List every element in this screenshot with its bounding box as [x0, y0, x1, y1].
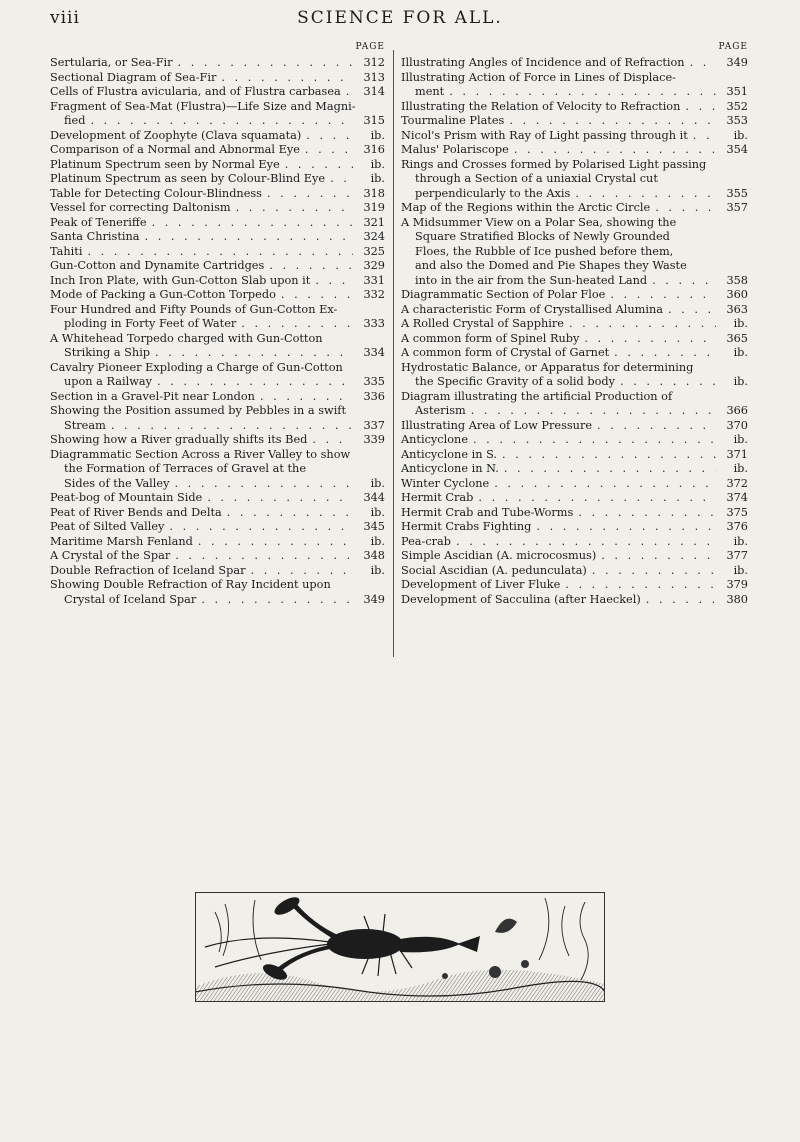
entry-page-number: 335 — [353, 375, 385, 390]
entry-page-number: ib. — [353, 477, 385, 492]
running-title: SCIENCE FOR ALL. — [297, 8, 503, 28]
toc-entry — [401, 448, 748, 463]
entry-page-number: 339 — [353, 433, 385, 448]
entry-page-number: ib. — [716, 433, 748, 448]
entry-page-number: 348 — [353, 549, 385, 564]
entry-title-line: ploding in Forty Feet of Water — [64, 317, 237, 330]
column-divider — [393, 50, 394, 657]
toc-entry — [401, 419, 748, 434]
entry-page-number: 345 — [353, 520, 385, 535]
toc-entry — [50, 274, 385, 289]
entry-page-number: 314 — [353, 85, 385, 100]
page-column-label: PAGE — [355, 42, 385, 52]
entry-page-number: 380 — [716, 593, 748, 608]
toc-entry — [401, 288, 748, 303]
entry-title-line: Stream — [64, 418, 106, 432]
entry-page-number: 371 — [716, 448, 748, 463]
entry-title-line: Malus' Polariscope — [401, 143, 509, 156]
entry-page-number: 354 — [716, 143, 748, 158]
entry-title-line: A common form of Spinel Ruby — [401, 331, 580, 345]
entry-page-number: 372 — [716, 477, 748, 492]
entry-title-line: A common form of Crystal of Garnet — [401, 346, 610, 359]
toc-entry — [50, 158, 385, 173]
toc-entry — [50, 100, 385, 129]
page-number: viii — [50, 8, 80, 28]
entry-page-number: 375 — [716, 506, 748, 521]
entry-title-line: Development of Sacculina (after Haeckel) — [401, 592, 641, 606]
entry-page-number: ib. — [716, 346, 748, 361]
entry-title-line: Hydrostatic Balance, or Apparatus for determining — [401, 360, 694, 374]
entry-page-number: 355 — [716, 187, 748, 202]
entry-page-number: 313 — [353, 71, 385, 86]
toc-entry — [50, 520, 385, 535]
page-column-label: PAGE — [718, 42, 748, 52]
toc-entry — [401, 491, 748, 506]
entry-page-number: ib. — [353, 506, 385, 521]
toc-entry — [401, 332, 748, 347]
entry-title-line: Platinum Spectrum seen by Normal Eye — [50, 157, 280, 171]
entry-title-line: Fragment of Sea-Mat (Flustra)—Life Size and Magni- — [50, 99, 356, 113]
entry-page-number: ib. — [353, 172, 385, 187]
entry-page-number: 360 — [716, 288, 748, 303]
left-column — [50, 42, 385, 607]
toc-entry — [50, 143, 385, 158]
entry-title-line: Peak of Teneriffe — [50, 215, 147, 229]
entry-title-line: fied — [64, 114, 86, 127]
entry-page-number: 316 — [353, 143, 385, 158]
entry-title-line: into in the air from the Sun-heated Land — [415, 273, 648, 287]
entry-page-number: 357 — [716, 201, 748, 216]
entry-title-line: Anticyclone — [401, 433, 468, 446]
entry-title-line: Development of Liver Fluke — [401, 578, 561, 591]
entry-title-line: Sides of the Valley — [64, 476, 170, 490]
entry-title-line: Diagrammatic Section of Polar Floe — [401, 288, 606, 301]
entry-title-line: Anticyclone in N. — [401, 462, 499, 475]
entry-page-number: ib. — [353, 535, 385, 550]
toc-entry — [50, 245, 385, 260]
entry-page-number: 363 — [716, 303, 748, 318]
entry-title-line: Asterism — [415, 404, 466, 417]
page-header — [50, 8, 750, 38]
entry-page-number: 332 — [353, 288, 385, 303]
entry-title-line: Diagram illustrating the artificial Production of — [401, 389, 673, 403]
toc-entry — [401, 520, 748, 535]
toc-entry — [50, 506, 385, 521]
toc-entry — [50, 404, 385, 433]
entry-title-line: the Specific Gravity of a solid body — [415, 375, 616, 388]
entry-title-line: Winter Cyclone — [401, 476, 490, 490]
toc-entry — [401, 201, 748, 216]
toc-entry — [401, 71, 748, 100]
toc-entry — [50, 448, 385, 492]
entry-title-line: Hermit Crab and Tube-Worms — [401, 505, 574, 519]
toc-entry — [50, 433, 385, 448]
toc-entry — [50, 172, 385, 187]
entry-page-number: 325 — [353, 245, 385, 260]
entry-title-line: and also the Domed and Pie Shapes they Waste — [415, 259, 687, 272]
entry-title-line: Social Ascidian (A. pedunculata) — [401, 563, 587, 577]
toc-entry — [401, 56, 748, 71]
toc-entry — [401, 477, 748, 492]
entry-title-line: ment — [415, 85, 445, 98]
entry-page-number: ib. — [353, 129, 385, 144]
toc-entry — [401, 462, 748, 477]
entry-title-line: Nicol's Prism with Ray of Light passing through it — [401, 128, 688, 142]
toc-entry — [401, 535, 748, 550]
entry-title-line: Hermit Crab — [401, 491, 474, 504]
toc-entry — [401, 100, 748, 115]
entry-title-line: Comparison of a Normal and Abnormal Eye — [50, 143, 300, 156]
entry-page-number: 333 — [353, 317, 385, 332]
toc-entry — [50, 259, 385, 274]
entry-title-line: Table for Detecting Colour-Blindness — [50, 186, 262, 200]
entry-title-line: Pea-crab — [401, 534, 452, 548]
entry-title-line: A Whitehead Torpedo charged with Gun-Cotton — [50, 331, 323, 345]
entry-title-line: Four Hundred and Fifty Pounds of Gun-Cotton Ex- — [50, 302, 338, 316]
entry-page-number: 319 — [353, 201, 385, 216]
entry-page-number: 318 — [353, 187, 385, 202]
entry-page-number: 312 — [353, 56, 385, 71]
toc-entry — [50, 230, 385, 245]
entry-title-line: Cavalry Pioneer Exploding a Charge of Gun-Cotton — [50, 360, 343, 374]
entry-title-line: A Crystal of the Spar — [50, 549, 171, 562]
toc-entry — [401, 433, 748, 448]
entry-title-line: Rings and Crosses formed by Polarised Light passing — [401, 157, 707, 171]
entry-page-number: 321 — [353, 216, 385, 231]
entry-page-number: ib. — [716, 564, 748, 579]
toc-entry — [401, 317, 748, 332]
entry-title-line: Illustrating Area of Low Pressure — [401, 418, 593, 432]
entry-title-line: A Midsummer View on a Polar Sea, showing the — [401, 215, 677, 229]
entry-page-number: 329 — [353, 259, 385, 274]
entry-title-line: Development of Zoophyte (Clava squamata) — [50, 128, 302, 142]
entry-title-line: Crystal of Iceland Spar — [64, 592, 197, 606]
entry-page-number: 331 — [353, 274, 385, 289]
toc-entry — [50, 56, 385, 71]
toc-entry — [50, 535, 385, 550]
entry-title-line: Anticyclone in S. — [401, 447, 497, 461]
entry-page-number: ib. — [716, 535, 748, 550]
entry-title-line: Cells of Flustra avicularia, and of Flustra carbasea — [50, 85, 341, 98]
entry-title-line: Santa Christina — [50, 230, 140, 243]
entry-title-line: Maritime Marsh Fenland — [50, 534, 193, 548]
toc-entry — [401, 361, 748, 390]
entry-title-line: Double Refraction of Iceland Spar — [50, 563, 246, 577]
toc-entry — [401, 129, 748, 144]
toc-entry — [50, 491, 385, 506]
entry-page-number: 337 — [353, 419, 385, 434]
toc-entry — [50, 578, 385, 607]
entry-title-line: Map of the Regions within the Arctic Circle — [401, 201, 651, 214]
entry-page-number: 379 — [716, 578, 748, 593]
entry-page-number: 365 — [716, 332, 748, 347]
entry-title-line: Showing how a River gradually shifts its Bed — [50, 433, 308, 446]
entry-title-line: Section in a Gravel-Pit near London — [50, 389, 255, 403]
entry-page-number: 349 — [353, 593, 385, 608]
entry-title-line: Illustrating the Relation of Velocity to Refraction — [401, 99, 681, 113]
entry-page-number: 366 — [716, 404, 748, 419]
toc-entry — [50, 129, 385, 144]
entry-title-line: Simple Ascidian (A. microcosmus) — [401, 549, 597, 562]
entry-page-number: 334 — [353, 346, 385, 361]
entry-title-line: Mode of Packing a Gun-Cotton Torpedo — [50, 288, 276, 301]
toc-entry — [401, 216, 748, 289]
toc-entry — [50, 187, 385, 202]
entry-page-number: 352 — [716, 100, 748, 115]
entry-page-number: 351 — [716, 85, 748, 100]
entry-page-number: 376 — [716, 520, 748, 535]
entry-title-line: the Formation of Terraces of Gravel at the — [64, 462, 307, 475]
toc-entry — [401, 143, 748, 158]
entry-page-number: 315 — [353, 114, 385, 129]
entry-title-line: Diagrammatic Section Across a River Valley to show — [50, 447, 351, 461]
toc-entry — [401, 549, 748, 564]
entry-title-line: upon a Railway — [64, 375, 153, 388]
entry-page-number: 349 — [716, 56, 748, 71]
entry-page-number: ib. — [353, 158, 385, 173]
entry-title-line: Peat of River Bends and Delta — [50, 505, 222, 519]
entry-page-number: 344 — [353, 491, 385, 506]
entry-page-number: 374 — [716, 491, 748, 506]
toc-entry — [50, 549, 385, 564]
toc-entry — [401, 390, 748, 419]
entry-title-line: Hermit Crabs Fighting — [401, 520, 532, 533]
toc-entry — [50, 332, 385, 361]
toc-entry — [50, 390, 385, 405]
toc-entry — [401, 303, 748, 318]
entry-title-line: Square Stratified Blocks of Newly Grounded — [415, 230, 670, 243]
entry-title-line: Inch Iron Plate, with Gun-Cotton Slab upon it — [50, 273, 311, 287]
entry-page-number: 324 — [353, 230, 385, 245]
entry-page-number: 358 — [716, 274, 748, 289]
entry-title-line: Striking a Ship — [64, 346, 151, 359]
lobster-illustration — [195, 892, 605, 1002]
entry-title-line: Showing Double Refraction of Ray Incident upon — [50, 578, 331, 591]
entry-page-number: 370 — [716, 419, 748, 434]
entry-page-number: ib. — [716, 462, 748, 477]
entry-title-line: Peat of Silted Valley — [50, 520, 165, 533]
toc-entry — [50, 564, 385, 579]
entry-title-line: Tahiti — [50, 244, 83, 258]
entry-page-number: ib. — [716, 129, 748, 144]
entry-title-line: perpendicularly to the Axis — [415, 186, 571, 200]
toc-entry — [401, 114, 748, 129]
entry-title-line: Tourmaline Plates — [401, 114, 505, 127]
entry-list — [50, 56, 385, 607]
toc-entry — [50, 201, 385, 216]
entry-page-number: 353 — [716, 114, 748, 129]
toc-entry — [401, 506, 748, 521]
entry-title-line: Vessel for correcting Daltonism — [50, 201, 231, 214]
entry-title-line: Sertularia, or Sea-Fir — [50, 56, 173, 69]
entry-title-line: Sectional Diagram of Sea-Fir — [50, 70, 217, 84]
entry-page-number: ib. — [353, 564, 385, 579]
toc-entry — [401, 564, 748, 579]
entry-title-line: Showing the Position assumed by Pebbles in a swift — [50, 404, 347, 417]
toc-entry — [50, 303, 385, 332]
entry-title-line: through a Section of a uniaxial Crystal cut — [415, 172, 658, 185]
toc-entry — [401, 346, 748, 361]
toc-entry — [401, 593, 748, 608]
toc-entry — [401, 158, 748, 202]
entry-page-number: 336 — [353, 390, 385, 405]
toc-entry — [50, 216, 385, 231]
entry-title-line: Platinum Spectrum as seen by Colour-Blind Eye — [50, 172, 326, 185]
toc-entry — [50, 361, 385, 390]
entry-title-line: Illustrating Angles of Incidence and of Refraction — [401, 56, 685, 69]
entry-title-line: A characteristic Form of Crystallised Alumina — [401, 302, 663, 316]
entry-list — [401, 56, 748, 607]
entry-title-line: Peat-bog of Mountain Side — [50, 491, 203, 504]
entry-title-line: Illustrating Action of Force in Lines of Displace- — [401, 70, 676, 84]
toc-entry — [50, 71, 385, 86]
toc-entry — [50, 85, 385, 100]
entry-title-line: A Rolled Crystal of Sapphire — [401, 317, 564, 330]
right-column — [401, 42, 748, 607]
toc-entry — [50, 288, 385, 303]
entry-page-number: ib. — [716, 375, 748, 390]
entry-page-number: ib. — [716, 317, 748, 332]
entry-title-line: Floes, the Rubble of Ice pushed before them, — [415, 244, 674, 258]
toc-entry — [401, 578, 748, 593]
entry-page-number: 377 — [716, 549, 748, 564]
entry-title-line: Gun-Cotton and Dynamite Cartridges — [50, 259, 265, 272]
